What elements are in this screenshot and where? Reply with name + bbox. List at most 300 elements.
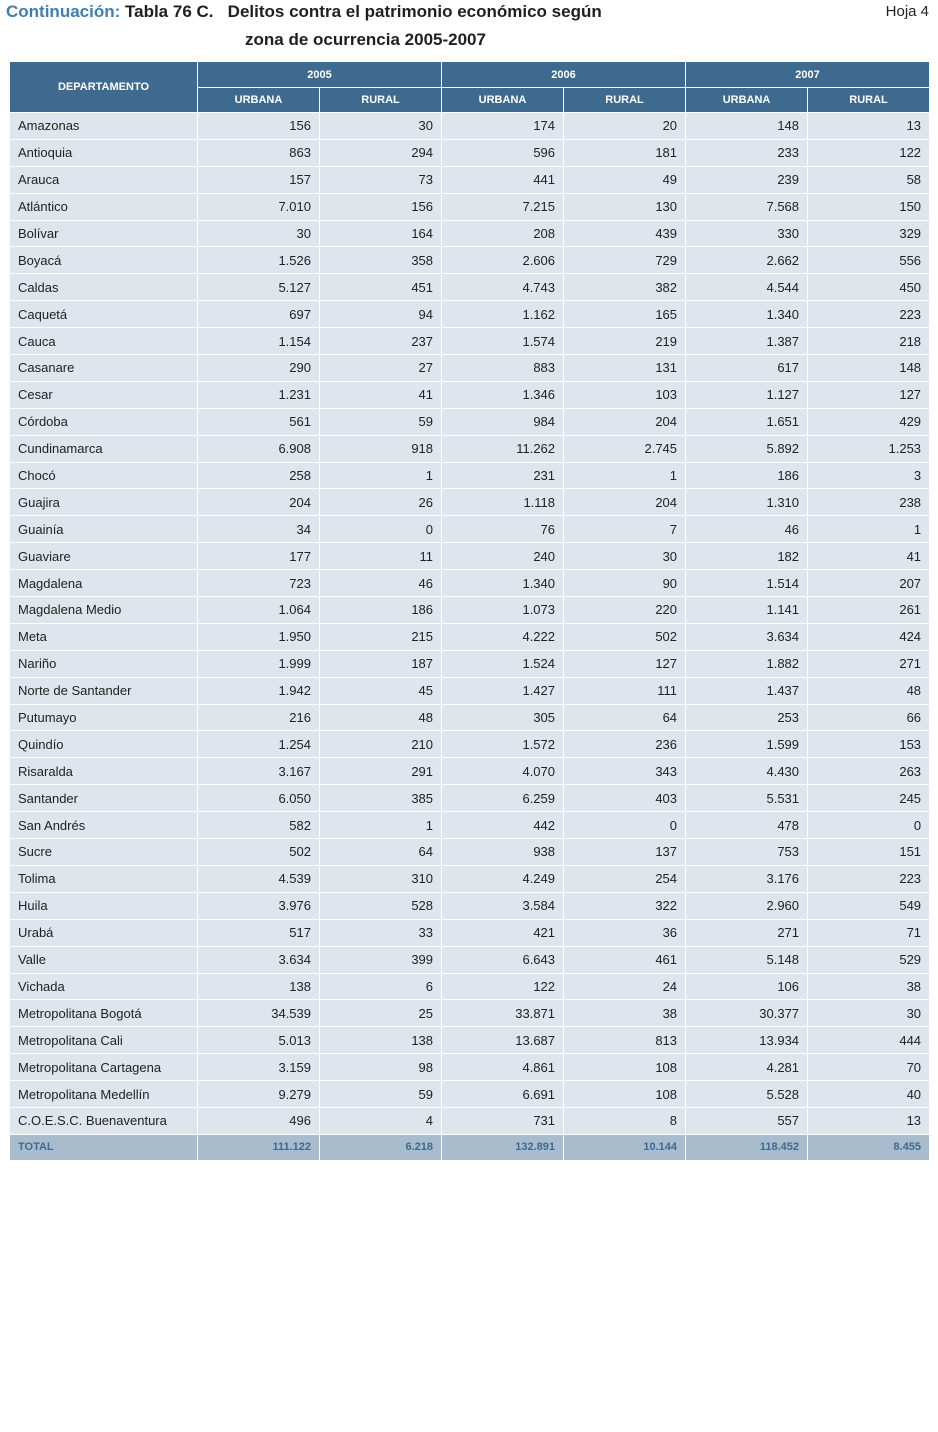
value-cell: 813 [564,1027,686,1054]
value-cell: 4.281 [686,1054,808,1081]
value-cell: 215 [320,623,442,650]
table-row [10,274,930,301]
value-cell: 30.377 [686,1000,808,1027]
value-cell: 3.176 [686,865,808,892]
value-cell: 30 [198,220,320,247]
department-name: Sucre [10,839,198,866]
value-cell: 207 [808,570,930,597]
value-cell: 208 [442,220,564,247]
table-row [10,623,930,650]
value-cell: 106 [686,973,808,1000]
value-cell: 98 [320,1054,442,1081]
department-name: Amazonas [10,113,198,140]
value-cell: 148 [808,355,930,382]
value-cell: 138 [198,973,320,1000]
value-cell: 4 [320,1107,442,1134]
value-cell: 6.050 [198,785,320,812]
table-row [10,543,930,570]
value-cell: 220 [564,597,686,624]
value-cell: 310 [320,865,442,892]
department-name: Córdoba [10,408,198,435]
value-cell: 204 [564,408,686,435]
table-row [10,785,930,812]
value-cell: 164 [320,220,442,247]
value-cell: 11.262 [442,435,564,462]
value-cell: 1.427 [442,677,564,704]
value-cell: 596 [442,139,564,166]
value-cell: 2.960 [686,892,808,919]
value-cell: 210 [320,731,442,758]
value-cell: 1.340 [442,570,564,597]
value-cell: 442 [442,812,564,839]
value-cell: 71 [808,919,930,946]
value-cell: 424 [808,623,930,650]
value-cell: 40 [808,1081,930,1108]
value-cell: 1.514 [686,570,808,597]
value-cell: 108 [564,1054,686,1081]
subheader-urbana: URBANA [686,88,808,113]
value-cell: 41 [808,543,930,570]
value-cell: 231 [442,462,564,489]
value-cell: 5.127 [198,274,320,301]
value-cell: 6 [320,973,442,1000]
department-name: Casanare [10,355,198,382]
value-cell: 38 [564,1000,686,1027]
value-cell: 13.687 [442,1027,564,1054]
department-name: Huila [10,892,198,919]
value-cell: 33 [320,919,442,946]
value-cell: 1 [320,812,442,839]
value-cell: 216 [198,704,320,731]
department-name: Metropolitana Bogotá [10,1000,198,1027]
department-name: Bolívar [10,220,198,247]
value-cell: 1.141 [686,597,808,624]
value-cell: 290 [198,355,320,382]
value-cell: 753 [686,839,808,866]
value-cell: 6.908 [198,435,320,462]
value-cell: 5.528 [686,1081,808,1108]
value-cell: 322 [564,892,686,919]
table-row [10,139,930,166]
value-cell: 1.950 [198,623,320,650]
value-cell: 157 [198,166,320,193]
value-cell: 233 [686,139,808,166]
department-name: Tolima [10,865,198,892]
value-cell: 258 [198,462,320,489]
department-name: Norte de Santander [10,677,198,704]
table-body [10,113,930,1135]
total-cell: 8.455 [808,1134,930,1160]
value-cell: 25 [320,1000,442,1027]
table-row [10,812,930,839]
value-cell: 59 [320,408,442,435]
value-cell: 156 [198,113,320,140]
table-row [10,570,930,597]
department-name: Metropolitana Cali [10,1027,198,1054]
total-cell: 6.218 [320,1134,442,1160]
value-cell: 697 [198,301,320,328]
value-cell: 1.574 [442,328,564,355]
department-name: Guaviare [10,543,198,570]
value-cell: 2.662 [686,247,808,274]
value-cell: 731 [442,1107,564,1134]
table-row [10,1054,930,1081]
department-name: Metropolitana Cartagena [10,1054,198,1081]
department-name: Cundinamarca [10,435,198,462]
value-cell: 254 [564,865,686,892]
table-row [10,247,930,274]
value-cell: 271 [686,919,808,946]
table-label: Tabla 76 C. [125,2,214,21]
value-cell: 46 [686,516,808,543]
page-header [0,0,938,60]
value-cell: 30 [564,543,686,570]
value-cell: 528 [320,892,442,919]
table-row [10,1107,930,1134]
value-cell: 36 [564,919,686,946]
value-cell: 108 [564,1081,686,1108]
table-row [10,435,930,462]
value-cell: 153 [808,731,930,758]
department-name: Caquetá [10,301,198,328]
value-cell: 122 [442,973,564,1000]
value-cell: 271 [808,650,930,677]
value-cell: 13 [808,113,930,140]
total-label: TOTAL [10,1134,198,1160]
value-cell: 7.010 [198,193,320,220]
value-cell: 3.976 [198,892,320,919]
value-cell: 556 [808,247,930,274]
value-cell: 1.524 [442,650,564,677]
value-cell: 444 [808,1027,930,1054]
value-cell: 58 [808,166,930,193]
department-name: Guajira [10,489,198,516]
value-cell: 64 [320,839,442,866]
value-cell: 5.148 [686,946,808,973]
department-name: Boyacá [10,247,198,274]
department-name: Quindío [10,731,198,758]
value-cell: 561 [198,408,320,435]
value-cell: 441 [442,166,564,193]
value-cell: 94 [320,301,442,328]
value-cell: 5.013 [198,1027,320,1054]
value-cell: 261 [808,597,930,624]
value-cell: 1.162 [442,301,564,328]
department-name: Putumayo [10,704,198,731]
value-cell: 305 [442,704,564,731]
value-cell: 1.310 [686,489,808,516]
value-cell: 385 [320,785,442,812]
value-cell: 49 [564,166,686,193]
title-line-1 [6,2,602,22]
value-cell: 20 [564,113,686,140]
value-cell: 59 [320,1081,442,1108]
value-cell: 382 [564,274,686,301]
value-cell: 73 [320,166,442,193]
value-cell: 236 [564,731,686,758]
value-cell: 0 [564,812,686,839]
value-cell: 1.526 [198,247,320,274]
department-name: Valle [10,946,198,973]
department-name: Urabá [10,919,198,946]
value-cell: 238 [808,489,930,516]
value-cell: 1.127 [686,381,808,408]
table-row [10,516,930,543]
value-cell: 2.745 [564,435,686,462]
table-row [10,355,930,382]
value-cell: 165 [564,301,686,328]
continuation-label: Continuación: [6,2,121,21]
value-cell: 4.070 [442,758,564,785]
value-cell: 45 [320,677,442,704]
value-cell: 150 [808,193,930,220]
value-cell: 245 [808,785,930,812]
value-cell: 148 [686,113,808,140]
value-cell: 1.942 [198,677,320,704]
value-cell: 151 [808,839,930,866]
table-row [10,919,930,946]
department-name: Chocó [10,462,198,489]
value-cell: 1.064 [198,597,320,624]
value-cell: 253 [686,704,808,731]
value-cell: 263 [808,758,930,785]
value-cell: 30 [808,1000,930,1027]
table-row [10,704,930,731]
table-row [10,489,930,516]
value-cell: 64 [564,704,686,731]
value-cell: 1.437 [686,677,808,704]
value-cell: 219 [564,328,686,355]
value-cell: 27 [320,355,442,382]
value-cell: 2.606 [442,247,564,274]
value-cell: 7.568 [686,193,808,220]
table-row [10,597,930,624]
value-cell: 1.346 [442,381,564,408]
value-cell: 24 [564,973,686,1000]
value-cell: 358 [320,247,442,274]
year-header-2007: 2007 [686,62,930,88]
value-cell: 204 [198,489,320,516]
value-cell: 439 [564,220,686,247]
department-name: Risaralda [10,758,198,785]
value-cell: 450 [808,274,930,301]
year-header-2006: 2006 [442,62,686,88]
value-cell: 177 [198,543,320,570]
department-name: Metropolitana Medellín [10,1081,198,1108]
value-cell: 3.167 [198,758,320,785]
value-cell: 223 [808,865,930,892]
value-cell: 4.222 [442,623,564,650]
value-cell: 130 [564,193,686,220]
department-name: Atlántico [10,193,198,220]
value-cell: 223 [808,301,930,328]
value-cell: 1.340 [686,301,808,328]
value-cell: 41 [320,381,442,408]
table-title: Delitos contra el patrimonio económico según [227,2,602,21]
value-cell: 30 [320,113,442,140]
department-name: Meta [10,623,198,650]
table-row [10,839,930,866]
department-name: Arauca [10,166,198,193]
subheader-urbana: URBANA [198,88,320,113]
value-cell: 4.430 [686,758,808,785]
value-cell: 66 [808,704,930,731]
table-row [10,892,930,919]
value-cell: 1.651 [686,408,808,435]
department-name: Caldas [10,274,198,301]
value-cell: 984 [442,408,564,435]
value-cell: 1.073 [442,597,564,624]
value-cell: 1 [808,516,930,543]
value-cell: 6.259 [442,785,564,812]
value-cell: 502 [564,623,686,650]
value-cell: 1.599 [686,731,808,758]
value-cell: 529 [808,946,930,973]
value-cell: 557 [686,1107,808,1134]
total-cell: 111.122 [198,1134,320,1160]
value-cell: 70 [808,1054,930,1081]
table-row [10,946,930,973]
value-cell: 34.539 [198,1000,320,1027]
table-row [10,973,930,1000]
table-row [10,328,930,355]
value-cell: 1.118 [442,489,564,516]
year-header-2005: 2005 [198,62,442,88]
value-cell: 8 [564,1107,686,1134]
department-name: Magdalena [10,570,198,597]
value-cell: 48 [320,704,442,731]
value-cell: 1 [564,462,686,489]
department-name: Guainía [10,516,198,543]
value-cell: 883 [442,355,564,382]
value-cell: 918 [320,435,442,462]
value-cell: 1.387 [686,328,808,355]
value-cell: 48 [808,677,930,704]
value-cell: 421 [442,919,564,946]
table-row [10,758,930,785]
value-cell: 127 [564,650,686,677]
value-cell: 294 [320,139,442,166]
value-cell: 181 [564,139,686,166]
value-cell: 517 [198,919,320,946]
table-row [10,731,930,758]
value-cell: 186 [686,462,808,489]
value-cell: 26 [320,489,442,516]
table-row [10,1000,930,1027]
total-row [10,1134,930,1160]
department-name: San Andrés [10,812,198,839]
subheader-rural: RURAL [808,88,930,113]
department-name: Antioquia [10,139,198,166]
value-cell: 329 [808,220,930,247]
value-cell: 239 [686,166,808,193]
table-row [10,166,930,193]
value-cell: 461 [564,946,686,973]
value-cell: 1.231 [198,381,320,408]
department-name: Cesar [10,381,198,408]
table-row [10,193,930,220]
subheader-rural: RURAL [564,88,686,113]
table-row [10,381,930,408]
table-row [10,113,930,140]
value-cell: 429 [808,408,930,435]
value-cell: 90 [564,570,686,597]
value-cell: 3.584 [442,892,564,919]
value-cell: 582 [198,812,320,839]
value-cell: 0 [808,812,930,839]
value-cell: 451 [320,274,442,301]
department-name: Nariño [10,650,198,677]
value-cell: 38 [808,973,930,1000]
value-cell: 502 [198,839,320,866]
value-cell: 204 [564,489,686,516]
table-row [10,677,930,704]
value-cell: 138 [320,1027,442,1054]
value-cell: 4.861 [442,1054,564,1081]
value-cell: 4.544 [686,274,808,301]
table-row [10,1081,930,1108]
value-cell: 111 [564,677,686,704]
value-cell: 137 [564,839,686,866]
value-cell: 1.254 [198,731,320,758]
value-cell: 1.882 [686,650,808,677]
value-cell: 291 [320,758,442,785]
value-cell: 156 [320,193,442,220]
sheet-number: Hoja 4 [885,3,929,20]
department-name: Magdalena Medio [10,597,198,624]
column-header-departamento: DEPARTAMENTO [10,62,198,113]
value-cell: 186 [320,597,442,624]
value-cell: 122 [808,139,930,166]
table-row [10,408,930,435]
value-cell: 11 [320,543,442,570]
value-cell: 0 [320,516,442,543]
value-cell: 729 [564,247,686,274]
total-cell: 118.452 [686,1134,808,1160]
value-cell: 549 [808,892,930,919]
department-name: Santander [10,785,198,812]
value-cell: 6.691 [442,1081,564,1108]
table-row [10,650,930,677]
value-cell: 7 [564,516,686,543]
department-name: C.O.E.S.C. Buenaventura [10,1107,198,1134]
value-cell: 4.249 [442,865,564,892]
value-cell: 1.999 [198,650,320,677]
table-row [10,220,930,247]
value-cell: 3.159 [198,1054,320,1081]
value-cell: 131 [564,355,686,382]
value-cell: 3 [808,462,930,489]
value-cell: 174 [442,113,564,140]
value-cell: 13 [808,1107,930,1134]
value-cell: 863 [198,139,320,166]
value-cell: 5.531 [686,785,808,812]
value-cell: 723 [198,570,320,597]
data-table [9,61,930,1161]
value-cell: 76 [442,516,564,543]
value-cell: 4.743 [442,274,564,301]
table-row [10,1027,930,1054]
value-cell: 7.215 [442,193,564,220]
value-cell: 343 [564,758,686,785]
value-cell: 1.154 [198,328,320,355]
value-cell: 240 [442,543,564,570]
value-cell: 46 [320,570,442,597]
table-row [10,865,930,892]
value-cell: 496 [198,1107,320,1134]
value-cell: 6.643 [442,946,564,973]
total-cell: 132.891 [442,1134,564,1160]
